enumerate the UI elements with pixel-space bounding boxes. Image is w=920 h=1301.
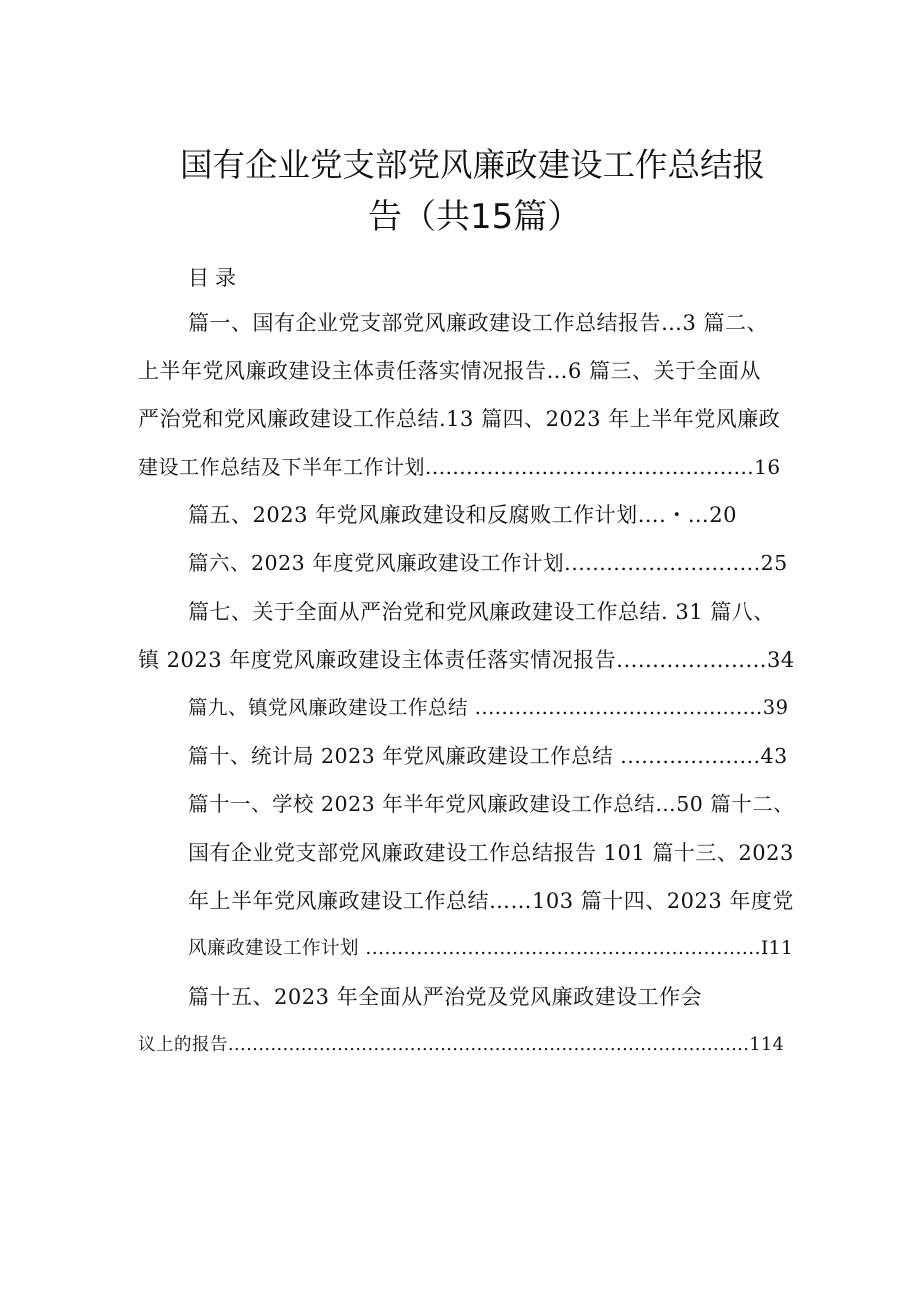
- toc-line: 国有企业党支部党风廉政建设工作总结报告 101 篇十三、2023: [188, 841, 794, 865]
- document-title-line-2: 告（共15篇）: [368, 197, 582, 237]
- toc-line: 风廉政建设工作计划 ..............................................................I11: [188, 938, 794, 959]
- toc-line: 篇九、镇党风廉政建设工作总结 ...........................................39: [188, 696, 789, 719]
- toc-heading: 目录: [188, 266, 242, 290]
- toc-line: 议上的报告......................................................................................114: [138, 1035, 785, 1055]
- toc-line: 篇六、2023 年度党风廉政建设工作计划............................25: [188, 551, 788, 575]
- toc-line: 篇十五、2023 年全面从严治党及党风廉政建设工作会: [188, 985, 703, 1009]
- toc-line: 镇 2023 年度党风廉政建设主体责任落实情况报告.....................34: [138, 648, 795, 672]
- toc-line: 严治党和党风廉政建设工作总结.13 篇四、2023 年上半年党风廉政: [138, 407, 781, 431]
- toc-line: 篇十一、学校 2023 年半年党风廉政建设工作总结…50 篇十二、: [188, 792, 795, 816]
- toc-line: 年上半年党风廉政建设工作总结……103 篇十四、2023 年度党: [188, 889, 794, 913]
- toc-line: 上半年党风廉政建设主体责任落实情况报告…6 篇三、关于全面从: [138, 359, 762, 383]
- toc-line: 篇一、国有企业党支部党风廉政建设工作总结报告…3 篇二、: [188, 311, 769, 335]
- toc-line: 篇七、关于全面从严治党和党风廉政建设工作总结. 31 篇八、: [188, 600, 775, 624]
- document-title-line-1: 国有企业党支部党风廉政建设工作总结报: [180, 146, 766, 184]
- toc-line: 篇五、2023 年党风廉政建设和反腐败工作计划….・…20: [188, 503, 738, 527]
- toc-line: 建设工作总结及下半年工作计划................................................16: [138, 455, 781, 479]
- toc-line: 篇十、统计局 2023 年党风廉政建设工作总结 ....................43: [188, 744, 788, 768]
